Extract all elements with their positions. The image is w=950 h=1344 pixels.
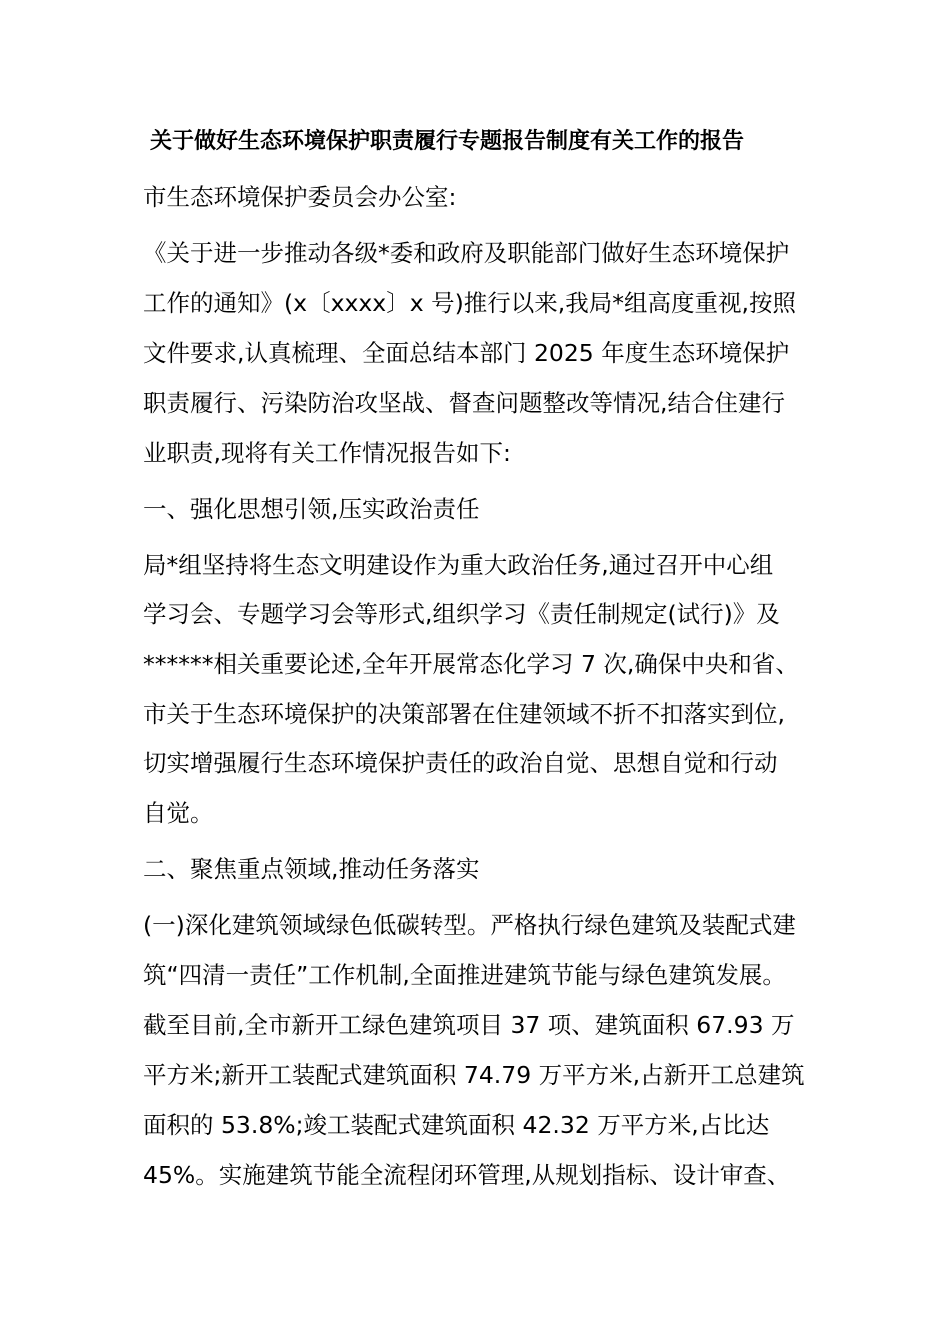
- document-title: 关于做好生态环境保护职责履行专题报告制度有关工作的报告: [150, 129, 745, 154]
- section1-line-4: 市关于生态环境保护的决策部署在住建领域不折不扣落实到位,: [143, 700, 785, 728]
- intro-line-4: 职责履行、污染防治攻坚战、督查问题整改等情况,结合住建行: [143, 389, 785, 417]
- section2-line-6: 45%。实施建筑节能全流程闭环管理,从规划指标、设计审查、: [143, 1161, 791, 1189]
- salutation: 市生态环境保护委员会办公室:: [143, 183, 457, 211]
- intro-line-2: 工作的通知》(x〔xxxx〕x 号)推行以来,我局*组高度重视,按照: [143, 289, 796, 317]
- intro-line-5: 业职责,现将有关工作情况报告如下:: [143, 439, 511, 467]
- section1-line-6: 自觉。: [143, 799, 214, 827]
- section1-line-2: 学习会、专题学习会等形式,组织学习《责任制规定(试行)》及: [143, 600, 780, 628]
- section2-line-3: 截至目前,全市新开工绿色建筑项目 37 项、建筑面积 67.93 万: [143, 1011, 795, 1039]
- section2-heading: 二、聚焦重点领域,推动任务落实: [143, 855, 480, 883]
- section1-line-1: 局*组坚持将生态文明建设作为重大政治任务,通过召开中心组: [143, 551, 774, 579]
- section2-line-5: 面积的 53.8%;竣工装配式建筑面积 42.32 万平方米,占比达: [143, 1111, 770, 1139]
- section2-line-2: 筑“四清一责任”工作机制,全面推进建筑节能与绿色建筑发展。: [143, 961, 786, 989]
- section2-line-4: 平方米;新开工装配式建筑面积 74.79 万平方米,占新开工总建筑: [143, 1061, 805, 1089]
- section1-line-3: ******相关重要论述,全年开展常态化学习 7 次,确保中央和省、: [143, 650, 799, 678]
- intro-line-3: 文件要求,认真梳理、全面总结本部门 2025 年度生态环境保护: [143, 339, 790, 367]
- intro-line-1: 《关于进一步推动各级*委和政府及职能部门做好生态环境保护: [143, 239, 790, 267]
- section1-heading: 一、强化思想引领,压实政治责任: [143, 495, 480, 523]
- section1-line-5: 切实增强履行生态环境保护责任的政治自觉、思想自觉和行动: [143, 749, 778, 777]
- section2-line-1: (一)深化建筑领域绿色低碳转型。严格执行绿色建筑及装配式建: [143, 911, 796, 939]
